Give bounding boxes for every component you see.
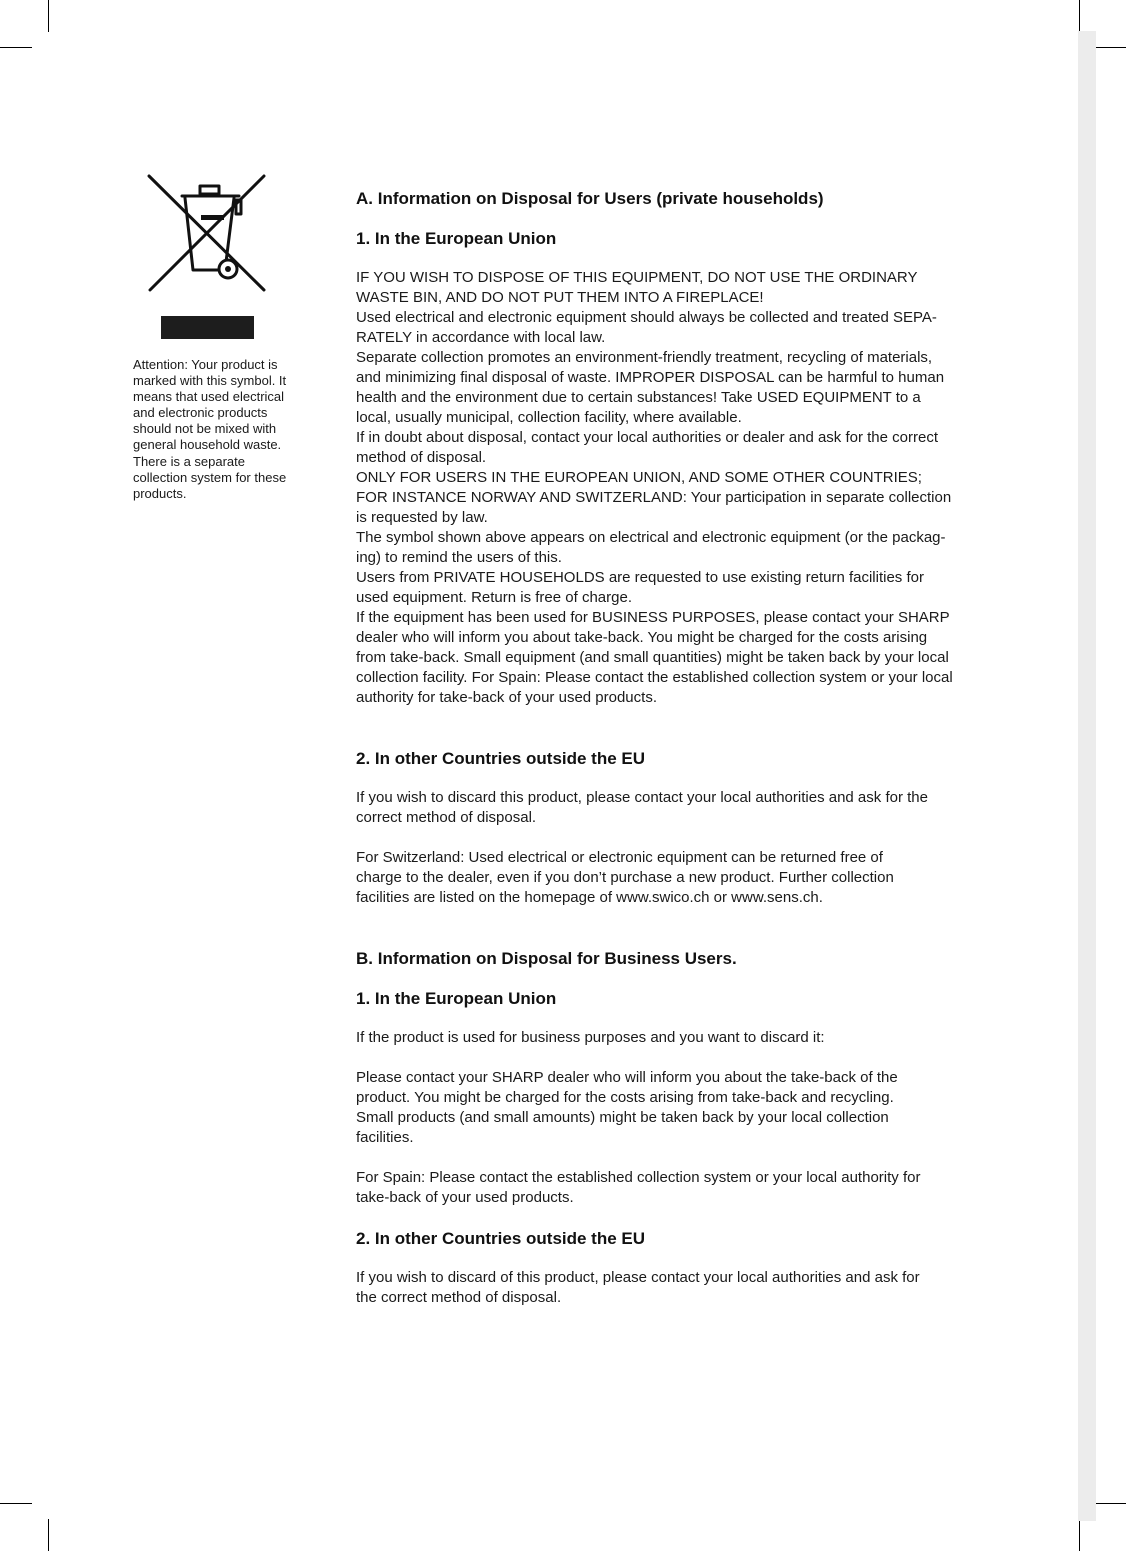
body-line: Used electrical and electronic equipment should always be collected and treated SEPA- bbox=[356, 309, 937, 326]
body-line: If the equipment has been used for BUSINESS PURPOSES, please contact your SHARP bbox=[356, 609, 950, 626]
body-line: Please contact your SHARP dealer who will inform you about the take-back of the bbox=[356, 1069, 898, 1086]
body-line: facilities are listed on the homepage of www.swico.ch or www.sens.ch. bbox=[356, 889, 823, 906]
section-a-switzerland-body bbox=[356, 848, 996, 908]
attention-line: marked with this symbol. It bbox=[133, 373, 287, 389]
body-line: dealer who will inform you about take-back. You might be charged for the costs arising bbox=[356, 629, 928, 646]
body-line: used equipment. Return is free of charge. bbox=[356, 589, 632, 606]
body-line: local, usually municipal, collection facility, where available. bbox=[356, 409, 742, 426]
crop-mark-top-right bbox=[1079, 0, 1080, 32]
crop-mark-bottom-right bbox=[1079, 1519, 1080, 1551]
section-a-eu-heading: 1. In the European Union bbox=[356, 229, 557, 248]
body-line: ONLY FOR USERS IN THE EUROPEAN UNION, AND SOME OTHER COUNTRIES; bbox=[356, 469, 922, 486]
body-line: ing) to remind the users of this. bbox=[356, 549, 562, 566]
body-line: health and the environment due to certain substances! Take USED EQUIPMENT to a bbox=[356, 389, 921, 406]
page-edge-gutter bbox=[1078, 31, 1096, 1521]
body-line: FOR INSTANCE NORWAY AND SWITZERLAND: Your participation in separate collection bbox=[356, 489, 952, 506]
body-line: take-back of your used products. bbox=[356, 1189, 574, 1206]
body-line: Users from PRIVATE HOUSEHOLDS are requested to use existing return facilities for bbox=[356, 569, 924, 586]
section-b-eu-body bbox=[356, 1068, 996, 1148]
attention-line: general household waste. bbox=[133, 437, 282, 453]
section-a-other-body bbox=[356, 788, 996, 828]
symbol-underline-bar bbox=[161, 316, 254, 339]
section-b-spain-body bbox=[356, 1168, 996, 1208]
body-line: correct method of disposal. bbox=[356, 809, 537, 826]
attention-line: products. bbox=[133, 485, 187, 501]
attention-line: There is a separate bbox=[133, 453, 246, 469]
body-line: charge to the dealer, even if you don’t purchase a new product. Further collection bbox=[356, 869, 894, 886]
section-a-other-heading: 2. In other Countries outside the EU bbox=[356, 749, 646, 768]
section-a-title: A. Information on Disposal for Users (private households) bbox=[356, 189, 824, 208]
body-line: If you wish to discard of this product, please contact your local authorities and ask for bbox=[356, 1269, 920, 1286]
body-line: For Spain: Please contact the established collection system or your local authority for bbox=[356, 1169, 921, 1186]
weee-crossed-bin-icon bbox=[142, 170, 272, 296]
section-b-title: B. Information on Disposal for Business Users. bbox=[356, 949, 737, 968]
crop-mark-right-bottom bbox=[1096, 1503, 1126, 1504]
attention-note bbox=[133, 357, 305, 502]
section-b-eu-heading: 1. In the European Union bbox=[356, 989, 557, 1008]
body-line: from take-back. Small equipment (and small quantities) might be taken back by your local bbox=[356, 649, 949, 666]
crop-mark-right-top bbox=[1096, 47, 1126, 48]
attention-line: Attention: Your product is bbox=[133, 357, 278, 372]
body-line: If in doubt about disposal, contact your local authorities or dealer and ask for the correct bbox=[356, 429, 938, 446]
body-line: The symbol shown above appears on electrical and electronic equipment (or the packag- bbox=[356, 529, 946, 546]
body-line: WASTE BIN, AND DO NOT PUT THEM INTO A FIREPLACE! bbox=[356, 289, 764, 306]
section-b-other-heading: 2. In other Countries outside the EU bbox=[356, 1229, 646, 1248]
body-line: the correct method of disposal. bbox=[356, 1289, 562, 1306]
body-line: facilities. bbox=[356, 1129, 414, 1146]
body-line: is requested by law. bbox=[356, 509, 488, 526]
attention-line: collection system for these bbox=[133, 469, 287, 485]
crop-mark-bottom-left bbox=[48, 1519, 49, 1551]
body-line: collection facility. For Spain: Please contact the established collection system or your local bbox=[356, 669, 953, 686]
body-line: Small products (and small amounts) might be taken back by your local collection bbox=[356, 1109, 889, 1126]
body-line: RATELY in accordance with local law. bbox=[356, 329, 606, 346]
body-line: authority for take-back of your used products. bbox=[356, 689, 657, 706]
section-b-eu-intro bbox=[356, 1028, 996, 1048]
crop-mark-left-bottom bbox=[0, 1503, 32, 1504]
body-line: IF YOU WISH TO DISPOSE OF THIS EQUIPMENT, DO NOT USE THE ORDINARY bbox=[356, 269, 918, 286]
crop-mark-top-left bbox=[48, 0, 49, 32]
attention-line: means that used electrical bbox=[133, 389, 285, 405]
body-line: Separate collection promotes an environment-friendly treatment, recycling of materials, bbox=[356, 349, 933, 366]
body-line: and minimizing final disposal of waste. IMPROPER DISPOSAL can be harmful to human bbox=[356, 369, 945, 386]
body-line: For Switzerland: Used electrical or electronic equipment can be returned free of bbox=[356, 849, 883, 866]
body-line: If the product is used for business purposes and you want to discard it: bbox=[356, 1029, 825, 1046]
body-line: product. You might be charged for the costs arising from take-back and recycling. bbox=[356, 1089, 894, 1106]
crop-mark-left-top bbox=[0, 47, 32, 48]
attention-line: should not be mixed with bbox=[133, 421, 277, 437]
attention-line: and electronic products bbox=[133, 405, 268, 421]
body-line: If you wish to discard this product, please contact your local authorities and ask for the bbox=[356, 789, 928, 806]
section-b-other-body bbox=[356, 1268, 996, 1308]
body-line: method of disposal. bbox=[356, 449, 487, 466]
section-a-eu-body bbox=[356, 268, 996, 708]
